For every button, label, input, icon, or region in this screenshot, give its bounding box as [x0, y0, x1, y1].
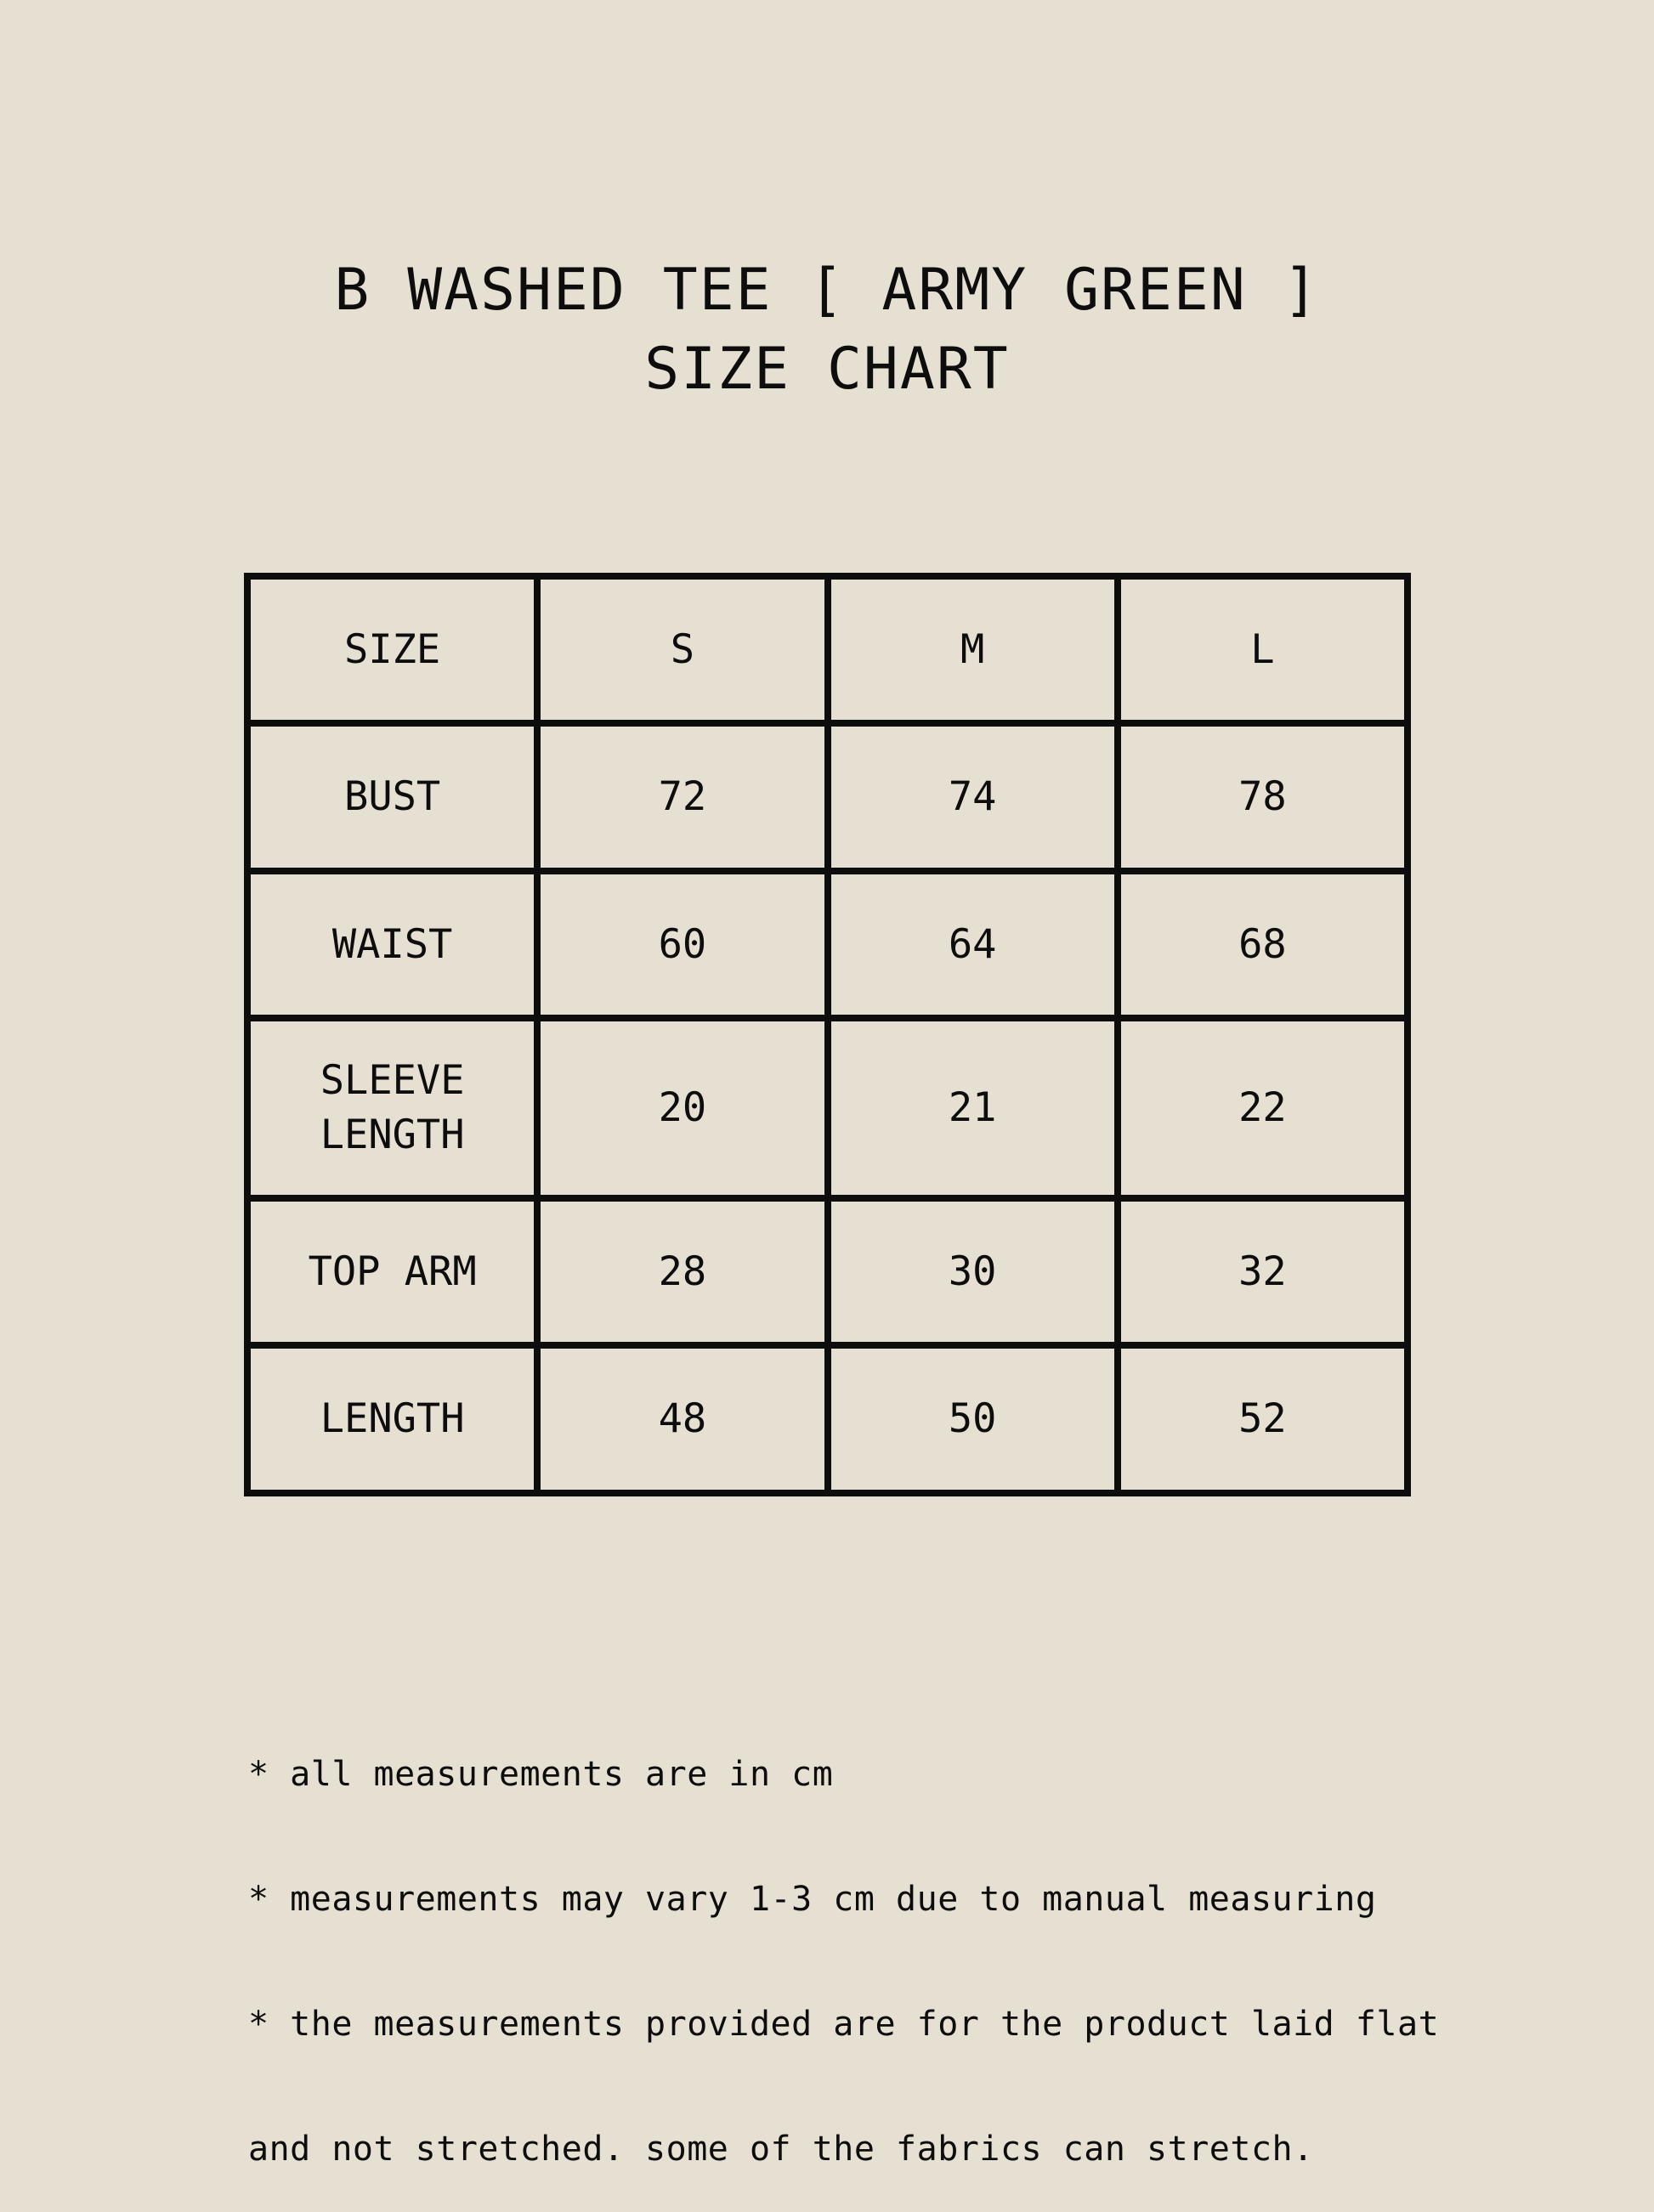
table-cell: 78: [1118, 723, 1408, 870]
table-cell: 28: [537, 1198, 827, 1345]
note-line: and not stretched. some of the fabrics can stretch.: [248, 2130, 1314, 2169]
row-label-line: SLEEVE: [320, 1057, 465, 1105]
header-cell-l: L: [1118, 576, 1408, 723]
page-title: [0, 251, 1654, 409]
table-cell: 32: [1118, 1198, 1408, 1345]
table-cell: 22: [1118, 1018, 1408, 1198]
title-size-chart: SIZE CHART: [644, 336, 1010, 403]
header-cell-s: S: [537, 576, 827, 723]
row-label: LENGTH: [247, 1345, 537, 1493]
header-cell-size: SIZE: [247, 576, 537, 723]
table-cell: 64: [828, 871, 1118, 1018]
row-label: WAIST: [247, 871, 537, 1018]
row-label-line: LENGTH: [320, 1112, 465, 1159]
table-row-sleeve-length: [247, 1018, 1408, 1198]
note-line: * all measurements are in cm: [248, 1755, 834, 1794]
table-cell: 20: [537, 1018, 827, 1198]
table-cell: 21: [828, 1018, 1118, 1198]
title-product-name: B WASHED TEE [ ARMY GREEN ]: [334, 257, 1320, 324]
note-line: * the measurements provided are for the product laid flat: [248, 2005, 1440, 2044]
table-cell: 60: [537, 871, 827, 1018]
row-label: [247, 1018, 537, 1198]
table-cell: 48: [537, 1345, 827, 1493]
table-row-length: [247, 1345, 1408, 1493]
table-cell: 72: [537, 723, 827, 870]
table-row-waist: [247, 871, 1408, 1018]
table-cell: 50: [828, 1345, 1118, 1493]
table-row-bust: [247, 723, 1408, 870]
row-label: TOP ARM: [247, 1198, 537, 1345]
table-cell: 30: [828, 1198, 1118, 1345]
row-label: BUST: [247, 723, 537, 870]
table-row-top-arm: [247, 1198, 1408, 1345]
measurement-notes: [248, 1671, 1625, 2212]
table-cell: 74: [828, 723, 1118, 870]
header-cell-m: M: [828, 576, 1118, 723]
note-line: * measurements may vary 1-3 cm due to manual measuring: [248, 1880, 1377, 1919]
table-cell: 52: [1118, 1345, 1408, 1493]
table-cell: 68: [1118, 871, 1408, 1018]
size-chart-table: [244, 573, 1411, 1496]
table-header-row: [247, 576, 1408, 723]
